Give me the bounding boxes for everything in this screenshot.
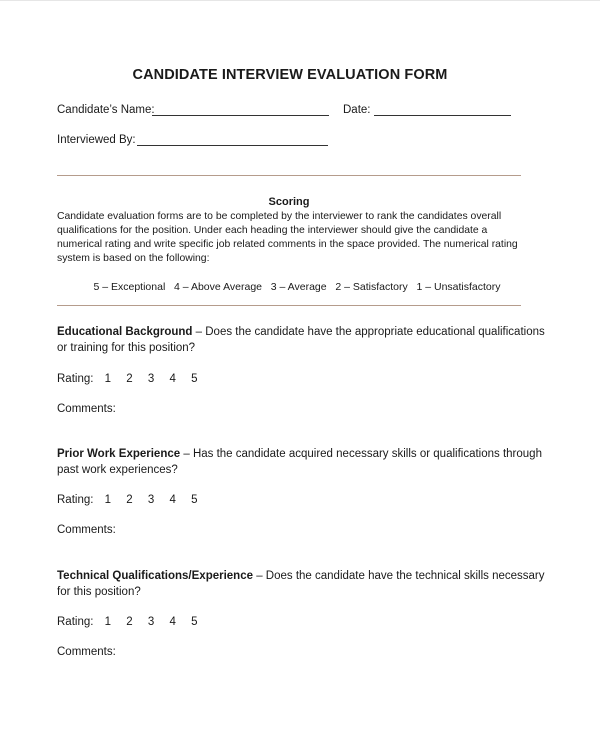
scoring-line: qualifications for the position. Under each heading the interviewer should give the candidate a [57, 225, 488, 236]
rating-option-1[interactable]: 1 [104, 373, 112, 385]
rating-option-2[interactable]: 2 [126, 494, 133, 506]
rating-option-5[interactable]: 5 [191, 616, 198, 628]
scoring-description [57, 210, 527, 266]
rating-option-3[interactable]: 3 [147, 494, 155, 506]
scoring-line: system is based on the following: [57, 253, 210, 264]
date-field[interactable] [374, 105, 511, 116]
rating-option-4[interactable]: 4 [169, 494, 176, 506]
candidate-name-label: Candidate’s Name: [57, 104, 155, 116]
section-question-text: – Does the candidate have the appropriate educational qualifications [192, 326, 545, 338]
rating-option-2[interactable]: 2 [126, 616, 133, 628]
section-question-text: – Has the candidate acquired necessary skills or qualifications through [180, 448, 542, 460]
section-heading: Educational Background [57, 326, 193, 338]
rating-option-4[interactable]: 4 [169, 373, 176, 385]
scoring-heading: Scoring [268, 196, 310, 208]
candidate-name-field[interactable] [152, 105, 329, 116]
comments-label: Comments: [57, 646, 116, 658]
rating-option-4[interactable]: 4 [169, 616, 176, 628]
rating-row [57, 494, 197, 506]
comments-label: Comments: [57, 524, 116, 536]
section-question [57, 326, 545, 338]
rating-row [57, 616, 197, 628]
rating-label: Rating: [57, 616, 94, 628]
rating-option-5[interactable]: 5 [191, 373, 198, 385]
rating-option-3[interactable]: 3 [147, 373, 155, 385]
rating-row [57, 373, 197, 385]
section-question-cont: past work experiences? [57, 464, 178, 476]
section-question-cont: for this position? [57, 586, 141, 598]
section-question [57, 570, 545, 582]
form-title: CANDIDATE INTERVIEW EVALUATION FORM [132, 67, 448, 83]
rating-option-2[interactable]: 2 [126, 373, 133, 385]
rating-option-3[interactable]: 3 [147, 616, 155, 628]
comments-label: Comments: [57, 403, 116, 415]
section-heading: Prior Work Experience [57, 448, 181, 460]
rating-label: Rating: [57, 494, 94, 506]
date-label: Date: [343, 104, 371, 116]
rating-label: Rating: [57, 373, 94, 385]
scoring-line: numerical rating and write specific job related comments in the space provided. The numerical rating [57, 239, 518, 250]
scoring-divider [57, 305, 521, 306]
interviewer-field[interactable] [137, 135, 328, 146]
scoring-scale: 5 – Exceptional 4 – Above Average 3 – Average 2 – Satisfactory 1 – Unsatisfactory [93, 281, 501, 293]
section-question-cont: or training for this position? [57, 342, 196, 354]
interviewer-label: Interviewed By: [57, 134, 136, 146]
rating-option-5[interactable]: 5 [191, 494, 198, 506]
top-divider [57, 175, 521, 176]
section-heading: Technical Qualifications/Experience [57, 570, 253, 582]
rating-option-1[interactable]: 1 [104, 616, 112, 628]
scoring-line: Candidate evaluation forms are to be completed by the interviewer to rank the candidates overall [57, 211, 502, 222]
section-question [57, 448, 542, 460]
rating-option-1[interactable]: 1 [104, 494, 112, 506]
section-question-text: – Does the candidate have the technical skills necessary [253, 570, 545, 582]
